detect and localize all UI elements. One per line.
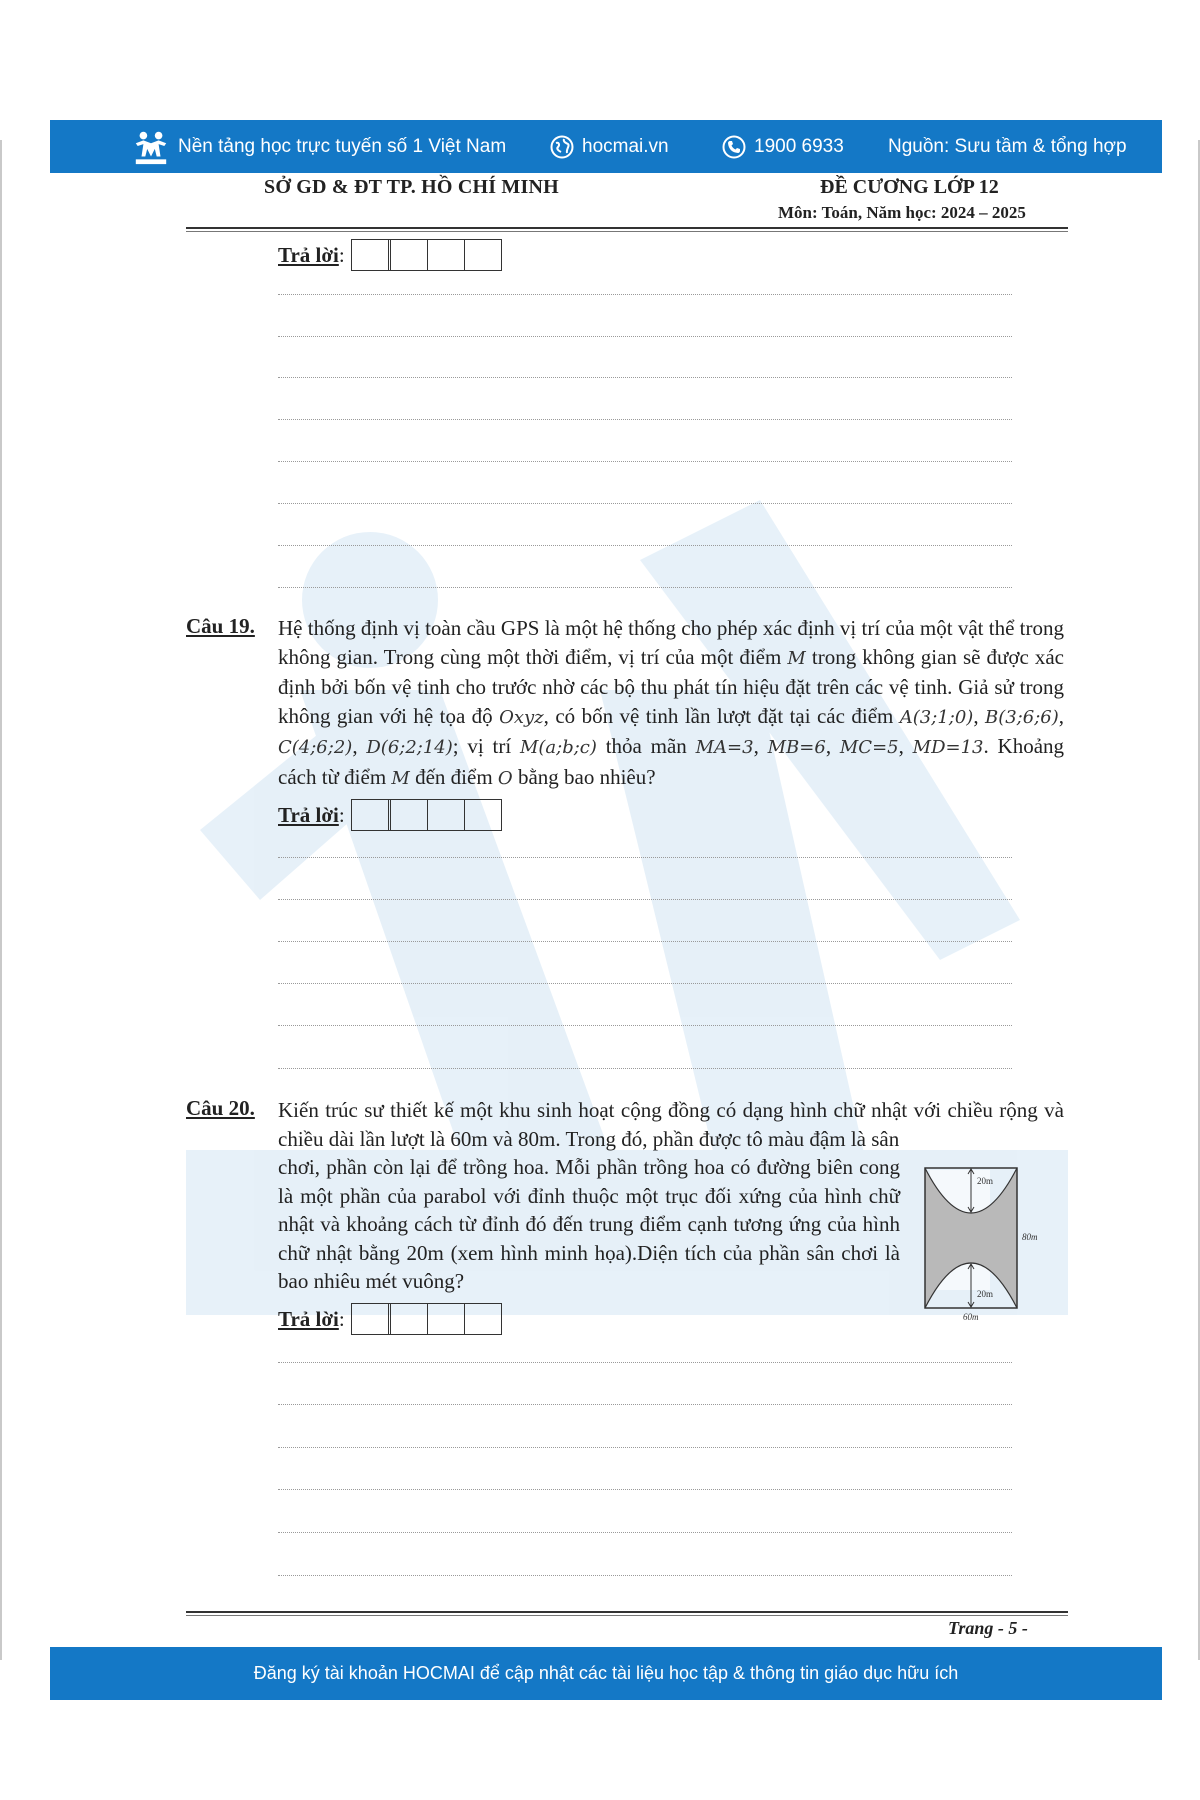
answer-boxes[interactable] [351,239,502,271]
question-text-19 [278,614,1064,793]
answer-line [278,1575,1012,1576]
label-top-20m: 20m [977,1176,994,1186]
answer-line [278,503,1012,504]
math-expr: A(3;1;0) [899,706,974,728]
math-expr: M [787,647,806,669]
answer-box[interactable] [428,1304,465,1334]
page-number: Trang - 5 - [948,1618,1028,1638]
math-expr: Oxyz [499,706,544,728]
math-expr: MA=3 [695,737,754,758]
question-number-20: Câu 20. [186,1096,255,1120]
q19-text: ; vị trí [452,734,520,758]
q19-text: trong không gian sẽ được xác định bởi bốn vệ tinh cho trước nhờ các bộ thu phát tín hiệu đặt trên các vệ tinh. Giả sử trong không gian với hệ tọa độ [278,644,1064,728]
answer-box[interactable] [391,1304,428,1334]
answer-box[interactable] [465,240,501,270]
answer-row-q20 [278,1303,502,1335]
math-expr: B(3;6;6) [984,706,1059,728]
topbar-website-group[interactable] [550,120,669,173]
answer-line [278,899,1012,900]
header-rule-thin [186,231,1068,232]
footer-rule-thin [186,1615,1068,1616]
answer-boxes[interactable] [351,1303,502,1335]
topbar-website[interactable]: hocmai.vn [582,135,669,157]
answer-box[interactable] [428,240,465,270]
department-name: SỞ GD & ĐT TP. HỒ CHÍ MINH [264,176,559,198]
answer-line [278,419,1012,420]
answer-line [278,461,1012,462]
playground-figure [915,1160,1055,1330]
bottom-banner-text[interactable]: Đăng ký tài khoản HOCMAI để cập nhật các tài liệu học tập & thông tin giáo dục hữu ích [253,1663,959,1683]
bottom-banner[interactable] [50,1647,1162,1700]
answer-line [278,1489,1012,1490]
topbar-slogan-group [132,120,506,173]
label-height-80m: 80m [1022,1232,1038,1242]
answer-boxes[interactable] [351,799,502,831]
q19-text: , [352,734,367,758]
q19-text: Hệ thống định vị toàn cầu GPS là một hệ thống cho phép xác định vị trí của một vật thể trong không gian. Trong cùng một thời điểm, vị trí của một điểm [278,616,1064,669]
globe-icon [550,135,574,159]
answer-line [278,1447,1012,1448]
q19-text: , có bốn vệ tinh lần lượt đặt tại các điểm [543,703,900,728]
subject-year: Môn: Toán, Năm học: 2024 – 2025 [778,203,1026,222]
topbar-source [888,120,1127,173]
answer-line [278,983,1012,984]
question-text-20-intro: Kiến trúc sư thiết kế một khu sinh hoạt cộng đồng có dạng hình chữ nhật với chiều rộng và chiều dài lần lượt là 60m và 80m. Trong đó, phần được tô màu đậm là sân [278,1098,1064,1151]
answer-box[interactable] [391,800,428,830]
answer-colon: : [338,802,345,827]
math-expr: O [497,767,513,789]
answer-line [278,545,1012,546]
question-number-19: Câu 19. [186,614,255,638]
answer-box[interactable] [465,1304,501,1334]
answer-label: Trả lời [278,242,339,267]
topbar-slogan: Nền tảng học trực tuyến số 1 Việt Nam [178,135,507,157]
answer-line [278,1404,1012,1405]
label-bottom-20m: 20m [977,1289,994,1299]
answer-box[interactable] [352,240,391,270]
answer-line [278,1532,1012,1533]
answer-box[interactable] [465,800,501,830]
math-expr: M(a;b;c) [519,737,597,758]
answer-box[interactable] [391,240,428,270]
math-expr: MB=6 [767,737,826,758]
answer-row-q18 [278,239,502,271]
answer-label: Trả lời [278,1306,339,1331]
q19-text: , [973,703,985,728]
doc-title: ĐỀ CƯƠNG LỚP 12 [820,176,999,198]
answer-row-q19 [278,799,502,831]
footer-rule [186,1611,1068,1613]
hocmai-logo-icon [132,128,170,166]
answer-line [278,1025,1012,1026]
math-expr: MD=13 [912,737,984,758]
answer-line [278,336,1012,337]
phone-icon [722,135,746,159]
topbar-source-text: Nguồn: Sưu tầm & tổng hợp [888,135,1127,157]
answer-line [278,1068,1012,1069]
answer-line [278,1362,1012,1363]
answer-line [278,857,1012,858]
q19-text: , [898,734,913,758]
q19-text: bằng bao nhiêu? [512,764,656,789]
answer-line [278,587,1012,588]
answer-colon: : [338,1306,345,1331]
label-width-60m: 60m [963,1312,979,1322]
answer-line [278,941,1012,942]
q19-text: đến điểm [409,764,498,789]
math-expr: D(6;2;14) [366,737,453,758]
answer-colon: : [338,242,345,267]
q19-text: , [1058,703,1064,728]
q19-text: , [753,734,768,758]
answer-box[interactable] [428,800,465,830]
top-banner [50,120,1162,173]
header-rule [186,227,1068,229]
math-expr: C(4;6;2) [278,737,353,758]
answer-label: Trả lời [278,802,339,827]
answer-box[interactable] [352,1304,391,1334]
answer-box[interactable] [352,800,391,830]
answer-line [278,294,1012,295]
answer-line [278,377,1012,378]
math-expr: M [391,767,410,789]
q19-text: , [825,734,840,758]
topbar-phone-group[interactable] [722,120,844,173]
topbar-phone[interactable]: 1900 6933 [754,135,844,157]
q19-text: . Khoảng cách từ điểm [278,734,1065,789]
q19-text: thỏa mãn [596,734,696,758]
question-text-20-body: chơi, phần còn lại để trồng hoa. Mỗi phần trồng hoa có đường biên cong là một phần của parabol với đỉnh thuộc một trục đối xứng của hình chữ nhật và khoảng cách từ đỉnh đó đến trung điểm cạnh tương ứng của hình chữ nhật bằng 20m (xem hình minh họa).Diện tích của phần sân chơi là bao nhiêu mét vuông? [278,1155,900,1293]
math-expr: MC=5 [839,737,899,758]
